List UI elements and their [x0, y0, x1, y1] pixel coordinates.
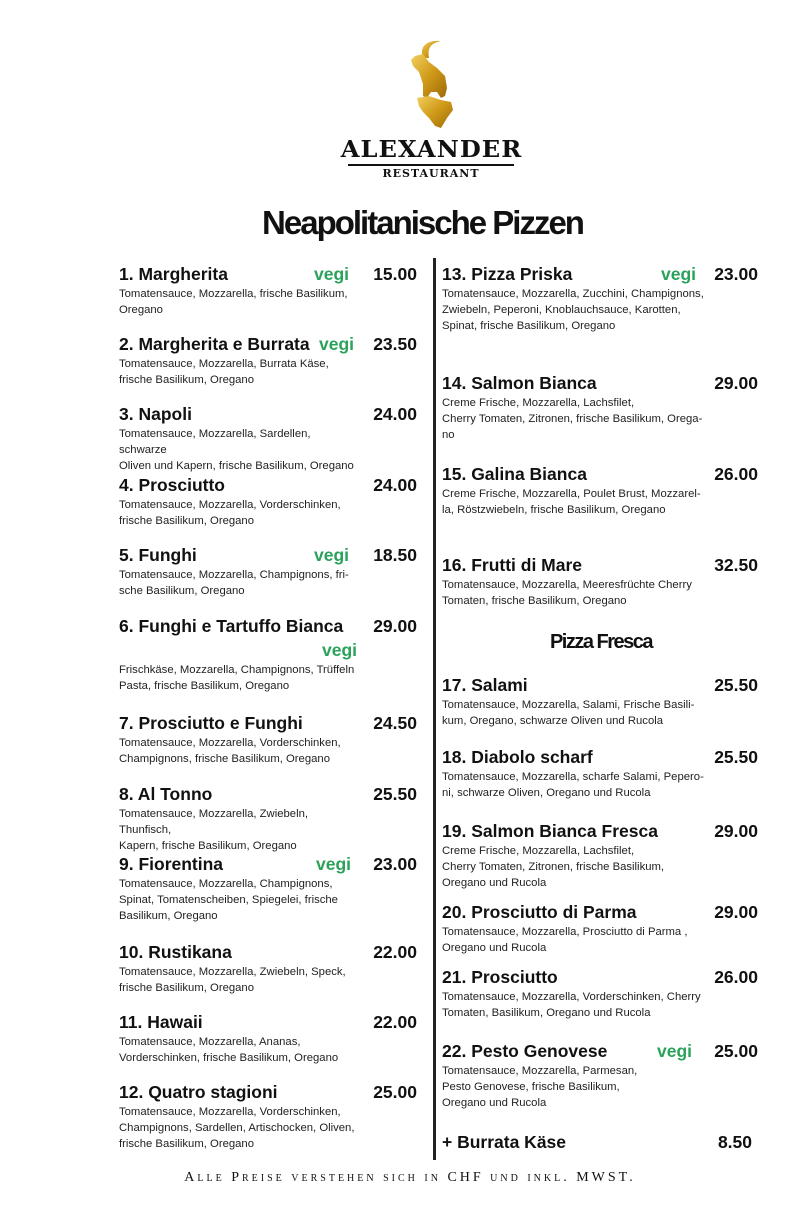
menu-item [442, 264, 760, 334]
item-name: 5. Funghi [119, 545, 197, 565]
item-description: Creme Frische, Mozzarella, Lachsfilet, Cherry Tomaten, Zitronen, frische Basilikum, Oregano und Rucola [442, 845, 665, 889]
extra-price: 8.50 [717, 1132, 752, 1152]
menu-item [442, 373, 760, 443]
menu-item [442, 821, 760, 891]
item-price: 25.00 [373, 1082, 417, 1102]
item-price: 26.00 [714, 464, 758, 484]
item-price: 24.00 [373, 475, 417, 495]
item-description: Tomatensauce, Mozzarella, Ananas, Vorderschinken, frische Basilikum, Oregano [119, 1036, 339, 1064]
item-price: 25.00 [714, 1041, 758, 1061]
item-name: 11. Hawaii [119, 1012, 203, 1032]
column-divider [433, 258, 436, 1160]
item-price: 23.00 [714, 264, 758, 284]
item-description: Tomatensauce, Mozzarella, scharfe Salami, Pepero- ni, schwarze Oliven, Oregano und Rucola [442, 771, 704, 799]
menu-item [442, 1041, 760, 1111]
page-title: Neapolitanische Pizzen [262, 204, 583, 241]
vegi-badge: vegi [314, 264, 350, 284]
item-name: 16. Frutti di Mare [442, 555, 583, 575]
menu-item [119, 545, 419, 599]
vegi-badge: vegi [322, 640, 358, 660]
item-name: 10. Rustikana [119, 942, 232, 962]
item-price: 29.00 [714, 821, 758, 841]
item-name: 3. Napoli [119, 404, 192, 424]
item-name: 2. Margherita e Burrata [119, 334, 310, 354]
item-name: 17. Salami [442, 675, 528, 695]
menu-item [119, 475, 419, 529]
vegi-badge: vegi [661, 264, 697, 284]
brand-name: ALEXANDER [340, 136, 523, 163]
item-name: 6. Funghi e Tartuffo Bianca [119, 616, 344, 636]
item-description: Tomatensauce, Mozzarella, Champignons, Spinat, Tomatenscheiben, Spiegelei, frische Basilikum, Oregano [119, 878, 338, 922]
section-title-pizza-fresca: Pizza Fresca [549, 631, 653, 653]
item-description: Tomatensauce, Mozzarella, frische Basilikum, Oregano [119, 288, 348, 316]
item-name: 15. Galina Bianca [442, 464, 587, 484]
menu-item [119, 404, 419, 474]
item-price: 25.50 [373, 784, 417, 804]
menu-item [442, 967, 760, 1021]
brand-divider [348, 164, 514, 166]
item-name: 12. Quatro stagioni [119, 1082, 278, 1102]
item-price: 26.00 [714, 967, 758, 987]
menu-item [119, 616, 419, 694]
menu-item [119, 1012, 419, 1066]
item-description: Tomatensauce, Mozzarella, Meeresfrüchte Cherry Tomaten, frische Basilikum, Oregano [442, 579, 692, 607]
restaurant-logo [340, 38, 523, 183]
item-description: Tomatensauce, Mozzarella, Champignons, fri- sche Basilikum, Oregano [119, 569, 349, 597]
item-price: 18.50 [373, 545, 417, 565]
item-description: Tomatensauce, Mozzarella, Vorderschinken, frische Basilikum, Oregano [119, 499, 341, 527]
item-price: 23.50 [373, 334, 417, 354]
item-description: Tomatensauce, Mozzarella, Zucchini, Champignons, Zwiebeln, Peperoni, Knoblauchsauce, Karotten, Spinat, frische Basilikum, Oregano [442, 288, 704, 332]
item-price: 15.00 [373, 264, 417, 284]
item-price: 22.00 [373, 1012, 417, 1032]
item-name: 20. Prosciutto di Parma [442, 902, 637, 922]
menu-item [119, 713, 419, 767]
item-description: Tomatensauce, Mozzarella, Burrata Käse, frische Basilikum, Oregano [119, 358, 329, 386]
item-name: 13. Pizza Priska [442, 264, 573, 284]
item-description: Tomatensauce, Mozzarella, Prosciutto di Parma , Oregano und Rucola [442, 926, 688, 954]
item-description: Tomatensauce, Mozzarella, Zwiebeln, Thunfisch, Kapern, frische Basilikum, Oregano [119, 808, 308, 852]
item-price: 23.00 [373, 854, 417, 874]
menu-item [442, 555, 760, 609]
menu-item [119, 942, 419, 996]
item-name: 19. Salmon Bianca Fresca [442, 821, 658, 841]
item-description: Tomatensauce, Mozzarella, Vorderschinken, Champignons, Sardellen, Artischocken, Oliven, frische Basilikum, Oregano [119, 1106, 355, 1150]
item-name: 8. Al Tonno [119, 784, 213, 804]
menu-item [119, 784, 419, 854]
menu-item [442, 747, 760, 801]
item-price: 22.00 [373, 942, 417, 962]
vegi-badge: vegi [314, 545, 350, 565]
item-name: 9. Fiorentina [119, 854, 224, 874]
item-description: Tomatensauce, Mozzarella, Sardellen, schwarze Oliven und Kapern, frische Basilikum, Oregano [119, 428, 354, 472]
vegi-badge: vegi [319, 334, 355, 354]
item-description: Tomatensauce, Mozzarella, Zwiebeln, Speck, frische Basilikum, Oregano [119, 966, 346, 994]
item-price: 25.50 [714, 675, 758, 695]
item-price: 24.00 [373, 404, 417, 424]
menu-item [119, 1082, 419, 1152]
item-price: 29.00 [714, 902, 758, 922]
item-description: Creme Frische, Mozzarella, Lachsfilet, Cherry Tomaten, Zitronen, frische Basilikum, Orega- no [442, 397, 703, 441]
item-description: Frischkäse, Mozzarella, Champignons, Trüffeln Pasta, frische Basilikum, Oregano [119, 664, 355, 692]
menu-item [119, 854, 419, 924]
menu-item [119, 334, 419, 388]
menu-item [442, 902, 760, 956]
item-description: Creme Frische, Mozzarella, Poulet Brust, Mozzarel- la, Röstzwiebeln, frische Basilikum, Oregano [442, 488, 701, 516]
menu-item [442, 675, 760, 729]
item-name: 18. Diabolo scharf [442, 747, 593, 767]
item-name: 22. Pesto Genovese [442, 1041, 608, 1061]
vegi-badge: vegi [657, 1041, 693, 1061]
menu-item [119, 264, 419, 318]
vegi-badge: vegi [316, 854, 352, 874]
extra-topping [442, 1132, 760, 1154]
item-price: 29.00 [373, 616, 417, 636]
brand-subtitle: RESTAURANT [382, 167, 480, 180]
menu-item [442, 464, 760, 518]
item-description: Tomatensauce, Mozzarella, Salami, Frische Basili- kum, Oregano, schwarze Oliven und Rucola [442, 699, 695, 727]
item-price: 25.50 [714, 747, 758, 767]
item-name: 7. Prosciutto e Funghi [119, 713, 303, 733]
ibex-goat-icon [401, 38, 461, 138]
item-name: 14. Salmon Bianca [442, 373, 597, 393]
item-description: Tomatensauce, Mozzarella, Parmesan, Pesto Genovese, frische Basilikum, Oregano und Rucola [442, 1065, 638, 1109]
extra-name: + Burrata Käse [442, 1132, 567, 1152]
item-description: Tomatensauce, Mozzarella, Vorderschinken, Champignons, frische Basilikum, Oregano [119, 737, 341, 765]
item-price: 32.50 [714, 555, 758, 575]
item-name: 1. Margherita [119, 264, 228, 284]
item-price: 29.00 [714, 373, 758, 393]
item-price: 24.50 [373, 713, 417, 733]
item-description: Tomatensauce, Mozzarella, Vorderschinken, Cherry Tomaten, Basilikum, Oregano und Rucola [442, 991, 701, 1019]
item-name: 4. Prosciutto [119, 475, 225, 495]
price-note: Alle Preise verstehen sich in CHF und inkl. MWST. [184, 1170, 636, 1185]
item-name: 21. Prosciutto [442, 967, 558, 987]
